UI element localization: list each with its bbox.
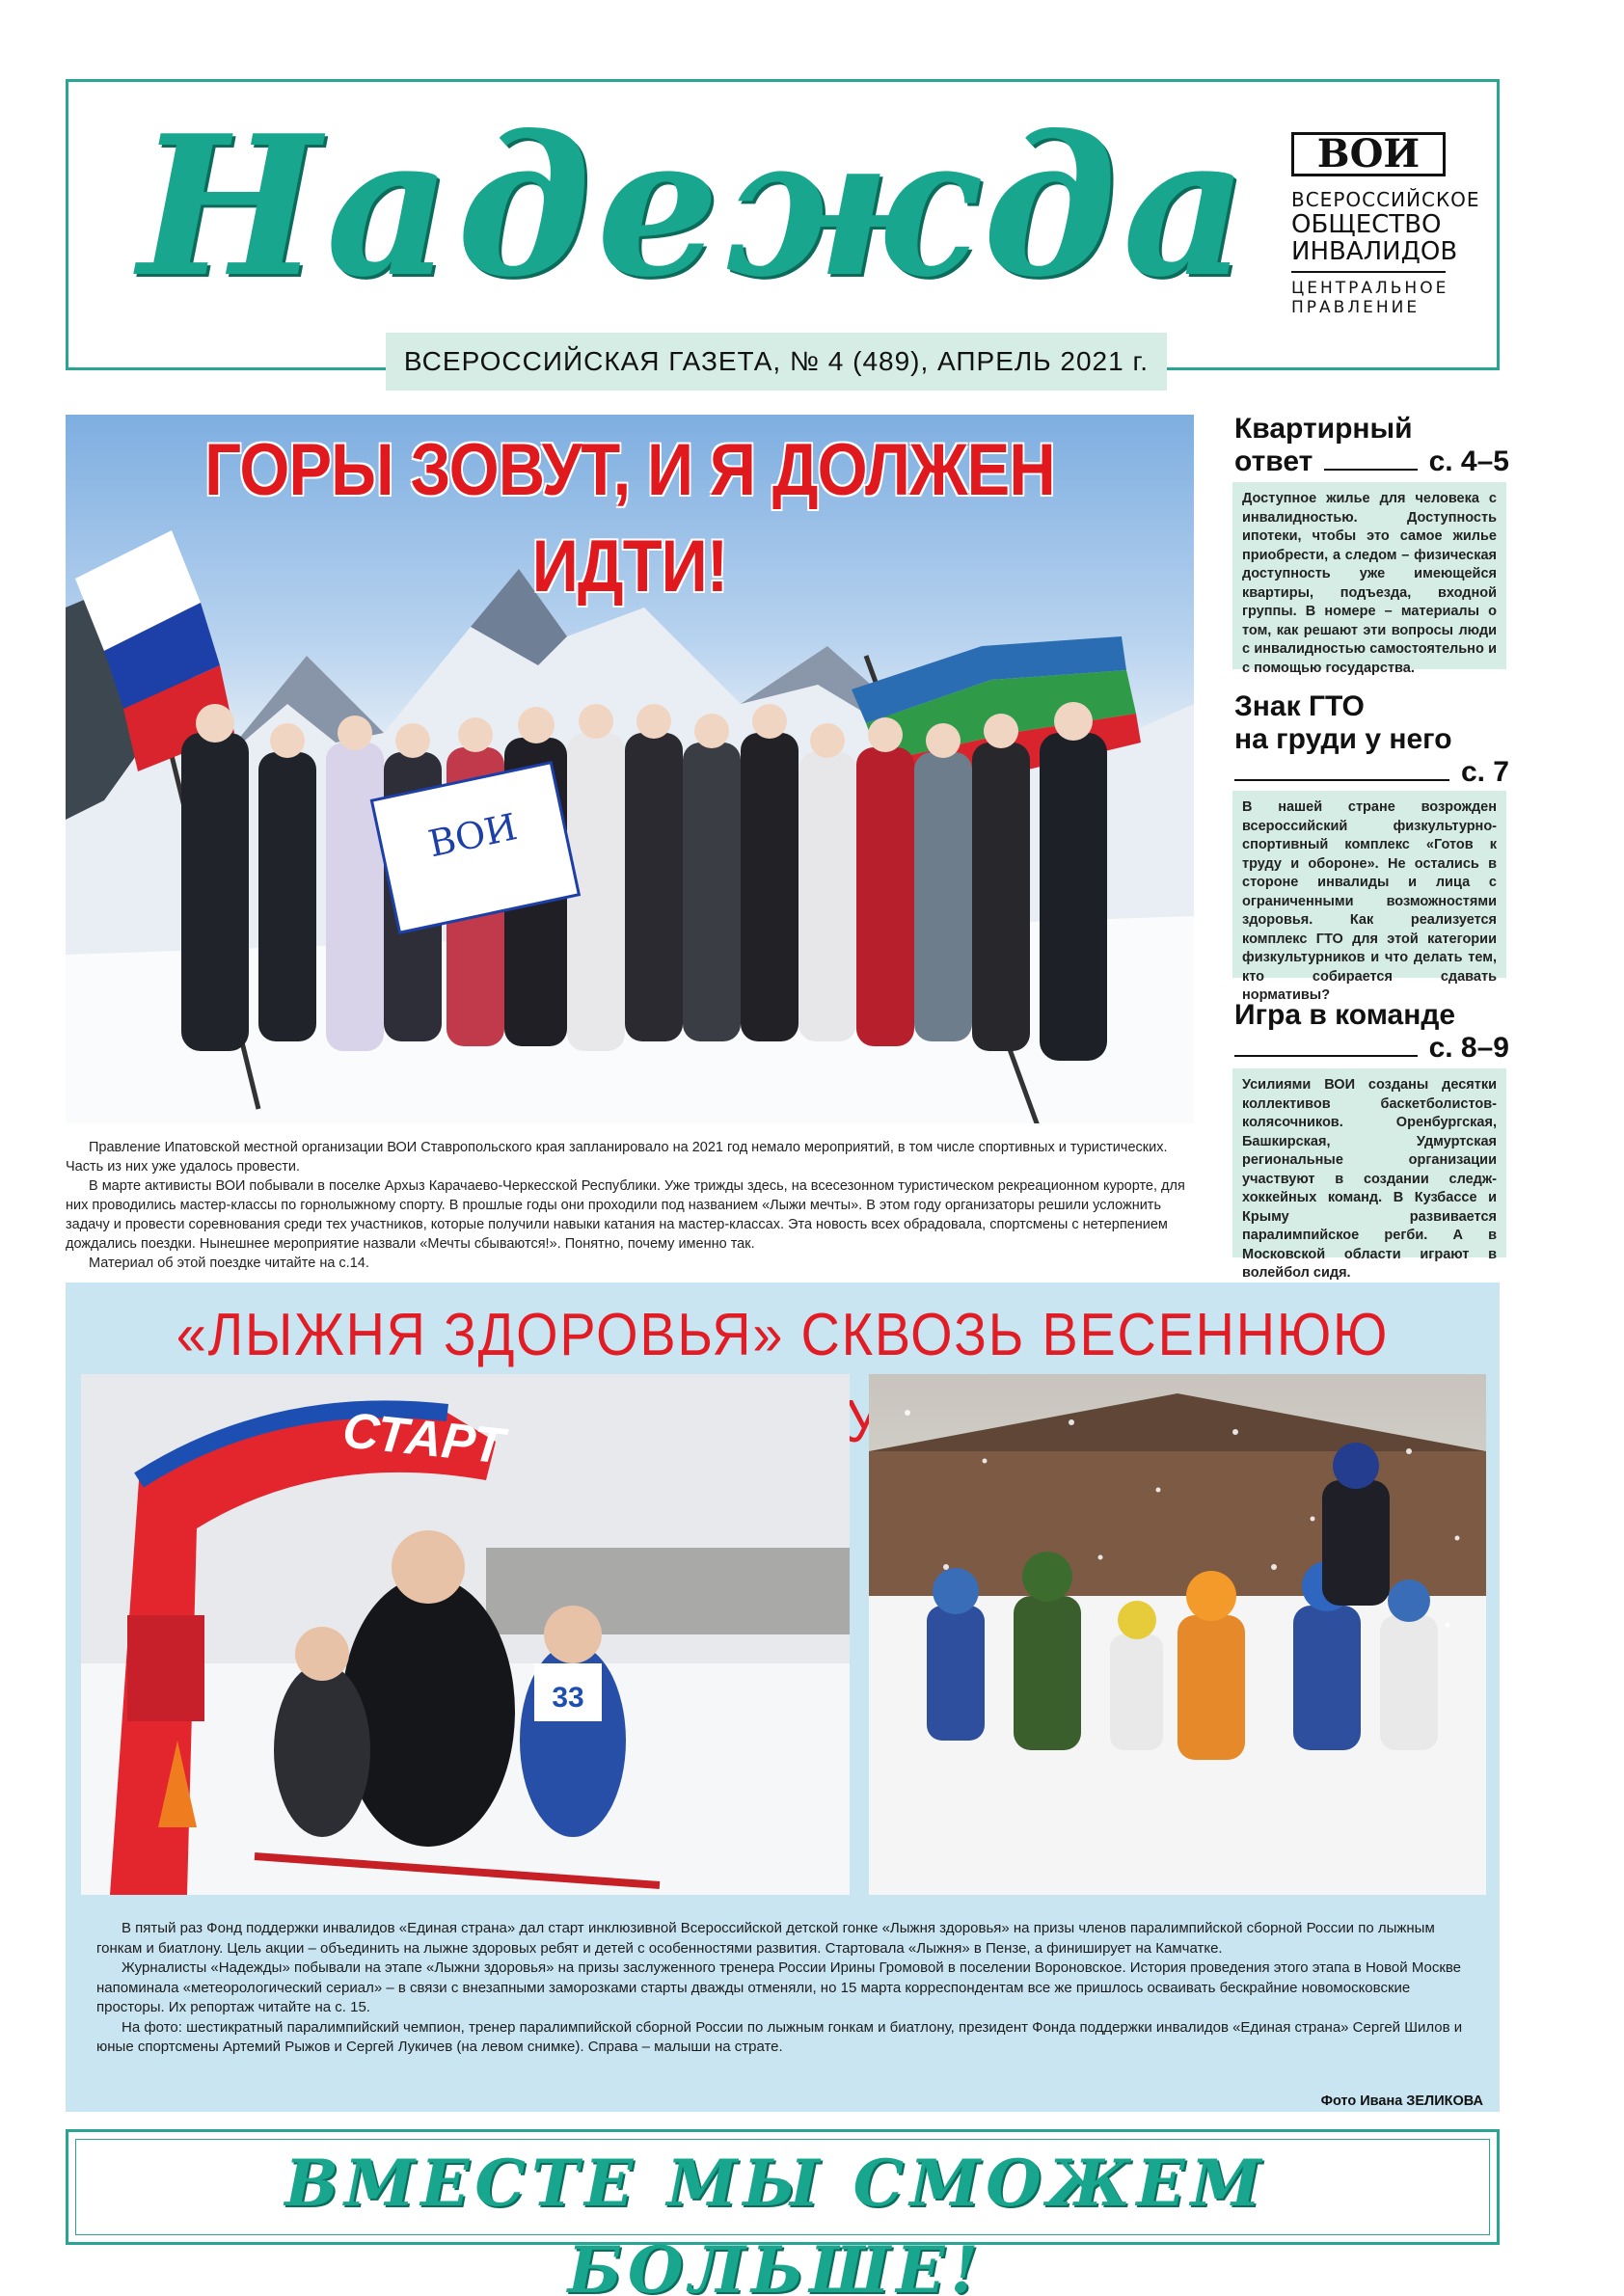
sidebar-heading-line: Квартирный xyxy=(1234,413,1413,445)
logo-text xyxy=(1291,188,1484,317)
caption-paragraph: Правление Ипатовской местной организации ВОИ Ставропольского края запланировало на 2021 год немало мероприятий, в том числе спортивных и туристических. Часть из них уже удалось провести. xyxy=(66,1140,1168,1175)
leader-line xyxy=(1324,449,1417,471)
sidebar-page-ref: с. 7 xyxy=(1460,756,1509,788)
logo-line-1: ВСЕРОССИЙСКОЕ xyxy=(1291,188,1480,211)
sidebar-page-ref: с. 4–5 xyxy=(1428,446,1509,477)
newspaper-title: Надежда xyxy=(138,94,1254,320)
ski-article xyxy=(96,1919,1475,2058)
ski-photo-start xyxy=(81,1374,850,1895)
main-caption xyxy=(66,1138,1204,1273)
leader-line xyxy=(1234,1036,1418,1057)
start-arch-illustration xyxy=(81,1374,850,1895)
sidebar-teaser-gto: В нашей стране возрожден всероссийский физкультурно-спортивный комплекс «Готов к труду и обороне». Не остались в стороне инвалиды и лица с ограниченными возможностями здоровья. Как реализуется комплекс ГТО для этой категории физкультурников и что делать тем, кто собирается сдавать нормативы? xyxy=(1232,791,1506,978)
photo-credit: Фото Ивана ЗЕЛИКОВА xyxy=(1320,2093,1483,2109)
caption-paragraph: В марте активисты ВОИ побывали в поселке Архыз Карачаево-Черкесской Республики. Уже трижды здесь, на всесезонном туристическом рекреационном курорте, для них проводились мастер-классы по горнолыжному спорту. В прошлые годы они проходили под названием «Лыжи мечты». В этом году организаторы решили усложнить задачу и провести соревнования среди тех участников, которые получили навыки катания на мастер-классах. Эта новость всех обрадовала, спортсмены с нетерпением дождались поездки. Нынешнее мероприятие назвали «Мечты сбываются!». Понятно, почему именно так. xyxy=(66,1178,1185,1252)
ski-paragraph: На фото: шестикратный паралимпийский чемпион, тренер паралимпийской сборной России по лыжным гонкам и биатлону, президент Фонда поддержки инвалидов «Единая страна» Сергей Шилов и юные спортсмены Артемий Рыжов и Сергей Лукичев (на левом снимке). Справа – малыши на страте. xyxy=(96,2018,1463,2055)
sidebar-heading-line: ответ xyxy=(1234,446,1313,477)
svg-text:ВОИ: ВОИ xyxy=(424,805,521,866)
sidebar-teaser-team: Усилиями ВОИ созданы десятки коллективов баскетболистов-колясочников. Оренбургская, Башкирская, Удмуртская региональные организации участвуют в создании следж-хоккейных команд. В Кузбассе и Крыму развивается паралимпийское регби. А в Московской области играют в волейбол сидя. xyxy=(1232,1068,1506,1257)
logo-line-2: ОБЩЕСТВО xyxy=(1291,210,1442,239)
ski-photo-kids xyxy=(869,1374,1486,1895)
issue-info: ВСЕРОССИЙСКАЯ ГАЗЕТА, № 4 (489), АПРЕЛЬ 2021 г. xyxy=(386,333,1167,391)
ski-paragraph: В пятый раз Фонд поддержки инвалидов «Единая страна» дал старт инклюзивной Всероссийской детской гонке «Лыжня здоровья» на призы членов паралимпийской сборной России по лыжным гонкам и биатлону. Цель акции – объединить на лыжне здоровых ребят и детей с особенностями развития. Стартовала «Лыжня» в Пензе, а финиширует на Камчатке. xyxy=(96,1920,1435,1957)
sidebar-heading-row xyxy=(1234,1032,1509,1065)
sidebar-heading-row xyxy=(1234,756,1509,789)
ski-section xyxy=(66,1283,1500,2112)
voi-logo xyxy=(1291,132,1484,359)
sidebar-heading-team[interactable] xyxy=(1234,999,1509,1065)
logo-line-5: ПРАВЛЕНИЕ xyxy=(1291,298,1421,317)
sidebar-page-ref: с. 8–9 xyxy=(1428,1032,1509,1064)
sidebar-heading-row xyxy=(1234,446,1509,478)
sidebar-teaser-housing: Доступное жилье для человека с инвалидностью. Доступность ипотеки, чтобы это самое жилье приобрести, а следом – физическая доступность уже имеющейся квартиры, подъезда, входной группы. В номере – материалы о том, как решают эти вопросы люди с инвалидностью самостоятельно и с помощью государства. xyxy=(1232,482,1506,669)
logo-line-3: ИНВАЛИДОВ xyxy=(1291,237,1458,266)
masthead xyxy=(66,79,1500,370)
logo-mark: ВОИ xyxy=(1291,132,1446,176)
sidebar-heading-housing[interactable] xyxy=(1234,413,1509,478)
sidebar-heading-line: Знак ГТО xyxy=(1234,690,1365,722)
start-banner-text: СТАРТ xyxy=(339,1402,507,1475)
footer-slogan-box xyxy=(66,2129,1500,2296)
logo-line-4: ЦЕНТРАЛЬНОЕ xyxy=(1291,279,1449,298)
logo-divider xyxy=(1291,271,1446,273)
sidebar-heading-line: Игра в команде xyxy=(1234,999,1456,1031)
sidebar-heading-gto[interactable] xyxy=(1234,690,1509,789)
ski-headline: «ЛЫЖНЯ ЗДОРОВЬЯ» СКВОЗЬ ВЕСЕННЮЮ xyxy=(176,1302,1390,1368)
svg-text:33: 33 xyxy=(552,1682,584,1714)
kids-skiing-illustration xyxy=(869,1374,1486,1895)
caption-paragraph: Материал об этой поездке читайте на с.14. xyxy=(89,1256,369,1271)
footer-slogan: ВМЕСТЕ МЫ СМОЖЕМ БОЛЬШЕ! xyxy=(284,2146,1267,2296)
ski-paragraph: Журналисты «Надежды» побывали на этапе «Лыжни здоровья» на призы заслуженного тренера России Ирины Громовой в поселении Вороновское. История проведения этого этапа в Новой Москве напоминала «метеорологический сериал» – в связи с внезапными заморозками старты дважды отменяли, но 15 марта корреспондентам все же пришлось осваивать бескрайние новомосковские просторы. Их репортаж читайте на с. 15. xyxy=(96,1959,1462,2015)
sidebar-heading-line: на груди у него xyxy=(1234,723,1452,755)
main-headline: ГОРЫ ЗОВУТ, И Я ДОЛЖЕН ИДТИ! xyxy=(204,429,1055,608)
main-photo xyxy=(66,415,1194,1123)
leader-line xyxy=(1234,760,1449,781)
